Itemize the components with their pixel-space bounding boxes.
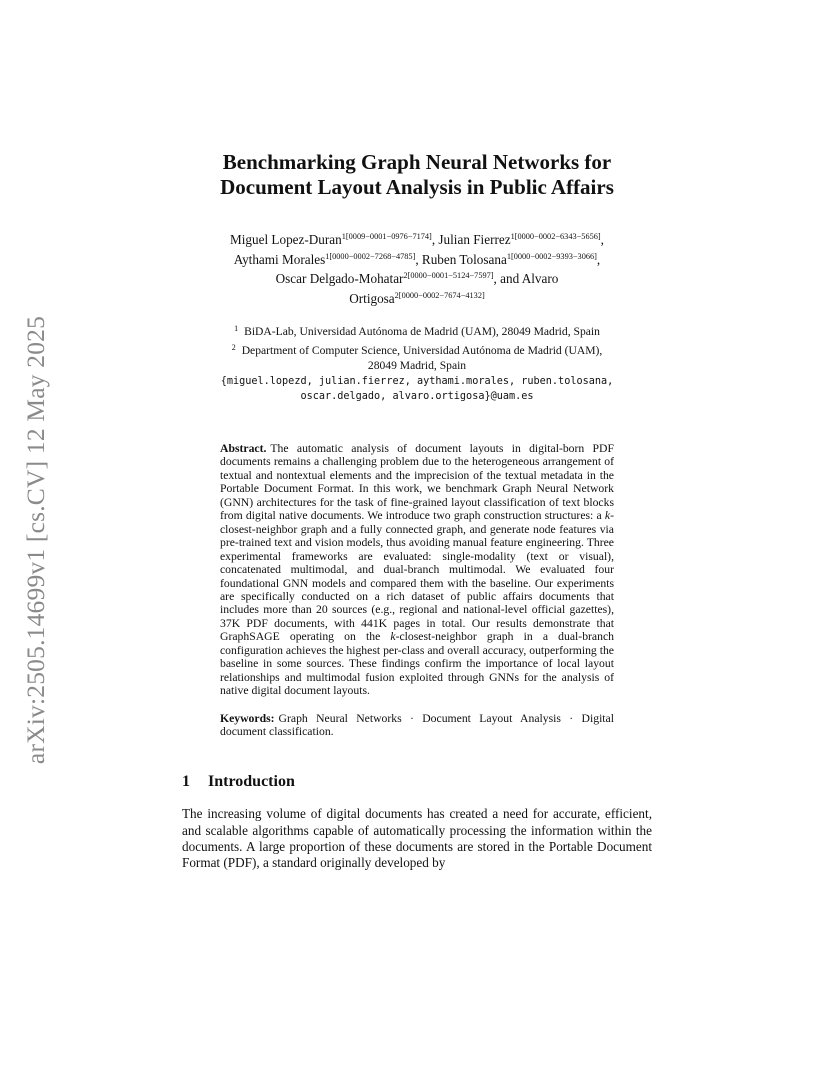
abstract-label: Abstract.: [220, 441, 267, 455]
affiliation-2: [182, 340, 652, 359]
affiliation-1: [182, 321, 652, 340]
section-title: Introduction: [208, 773, 295, 791]
author-separator: ,: [431, 232, 439, 247]
author-orcid: 1[0000−0002−6343−5656]: [510, 232, 601, 241]
affiliation-text: Department of Computer Science, Universidad Autónoma de Madrid (UAM),: [241, 343, 603, 357]
paper-title: [182, 150, 652, 200]
email-line-2: oscar.delgado, alvaro.ortigosa}@uam.es: [300, 391, 534, 403]
author-name: Ruben Tolosana: [421, 251, 507, 267]
abstract-k-symbol: k: [604, 509, 611, 523]
author-name: Ortigosa: [349, 290, 395, 306]
abstract-text-part-2: -closest-neighbor graph and a fully connected graph, and generate node features via pre-trained text and vision models, thus avoiding manual feature engineering. Three experimental frameworks are evaluated: single-modality (text or visual), concatenated multimodal, and dual-branch multimodal. We evaluated four foundational GNN models and compared them with the baseline. Our experiments are specifically conducted on a rich dataset of public affairs documents that includes more than 20 sources (e.g., regional and national-level official gazettes), 37K PDF documents, with 441K pages in total. Our results demonstrate that GraphSAGE operating on the: [220, 509, 614, 644]
paper-page: [182, 150, 652, 872]
keywords-text: Graph Neural Networks · Document Layout Analysis · Digital document classification.: [220, 711, 614, 739]
affiliation-marker: 1: [234, 324, 239, 333]
email-line-1: {miguel.lopezd, julian.fierrez, aythami.morales, ruben.tolosana,: [220, 375, 614, 387]
author-list: [182, 229, 652, 307]
author-separator: ,: [600, 232, 604, 247]
author-orcid: 1[0000−0002−9393−3066]: [506, 251, 597, 261]
title-line-2: Document Layout Analysis in Public Affairs: [220, 175, 614, 199]
author-orcid: 2[0000−0002−7674−4132]: [394, 290, 485, 300]
author-separator: , and Alvaro: [493, 271, 559, 286]
email-list: [182, 374, 652, 405]
intro-paragraph: The increasing volume of digital documents has created a need for accurate, efficient, and scalable algorithms capable of automatically processing the information within the documents. A large proportion of these documents are stored in the Portable Document Format (PDF), a standard originally developed by: [182, 806, 652, 871]
affiliation-marker: 2: [231, 342, 236, 352]
arxiv-identifier-text: arXiv:2505.14699v1 [cs.CV] 12 May 2025: [21, 315, 50, 765]
author-orcid: 2[0000−0001−5124−7597]: [403, 271, 494, 280]
affiliation-text: BiDA-Lab, Universidad Autónoma de Madrid (UAM), 28049 Madrid, Spain: [244, 325, 600, 338]
title-line-1: Benchmarking Graph Neural Networks for: [222, 150, 612, 174]
abstract-text-part-3: -closest-neighbor graph in a dual-branch configuration achieves the highest per-class and overall accuracy, outperforming the baseline in some sources. These findings confirm the importance of local layout relationships and multimodal fusion exploited through GNNs for the analysis of native digital document layouts.: [220, 630, 614, 698]
author-orcid: 1[0000−0002−7268−4785]: [325, 251, 416, 261]
author-separator: ,: [415, 251, 422, 267]
abstract-k-symbol: k: [390, 630, 396, 644]
author-name: Julian Fierrez: [438, 232, 511, 247]
author-separator: ,: [596, 251, 601, 267]
author-name: Miguel Lopez-Duran: [230, 232, 342, 247]
affiliation-2-continued: 28049 Madrid, Spain: [367, 359, 467, 373]
affiliations: [182, 321, 652, 405]
section-number: 1: [182, 773, 190, 791]
author-line-3: [182, 268, 652, 288]
keywords: [220, 712, 614, 739]
abstract-text-part-1: The automatic analysis of document layouts in digital-born PDF documents remains a challenging problem due to the heterogeneous arrangement of textual and nontextual elements and the imprecision of the textual metadata in the Portable Document Format. In this work, we benchmark Graph Neural Network (GNN) architectures for the task of fine-grained layout classification of text blocks from digital native documents. We introduce two graph construction structures: a: [220, 441, 614, 523]
author-name: Oscar Delgado-Mohatar: [275, 271, 404, 286]
author-orcid: 1[0009−0001−0976−7174]: [341, 232, 432, 241]
section-heading: [182, 772, 652, 792]
author-line-4: [182, 288, 652, 308]
author-line-1: [182, 229, 652, 249]
abstract: [220, 442, 614, 698]
author-line-2: [182, 249, 652, 269]
keywords-label: Keywords:: [220, 711, 275, 725]
author-name: Aythami Morales: [233, 251, 326, 267]
